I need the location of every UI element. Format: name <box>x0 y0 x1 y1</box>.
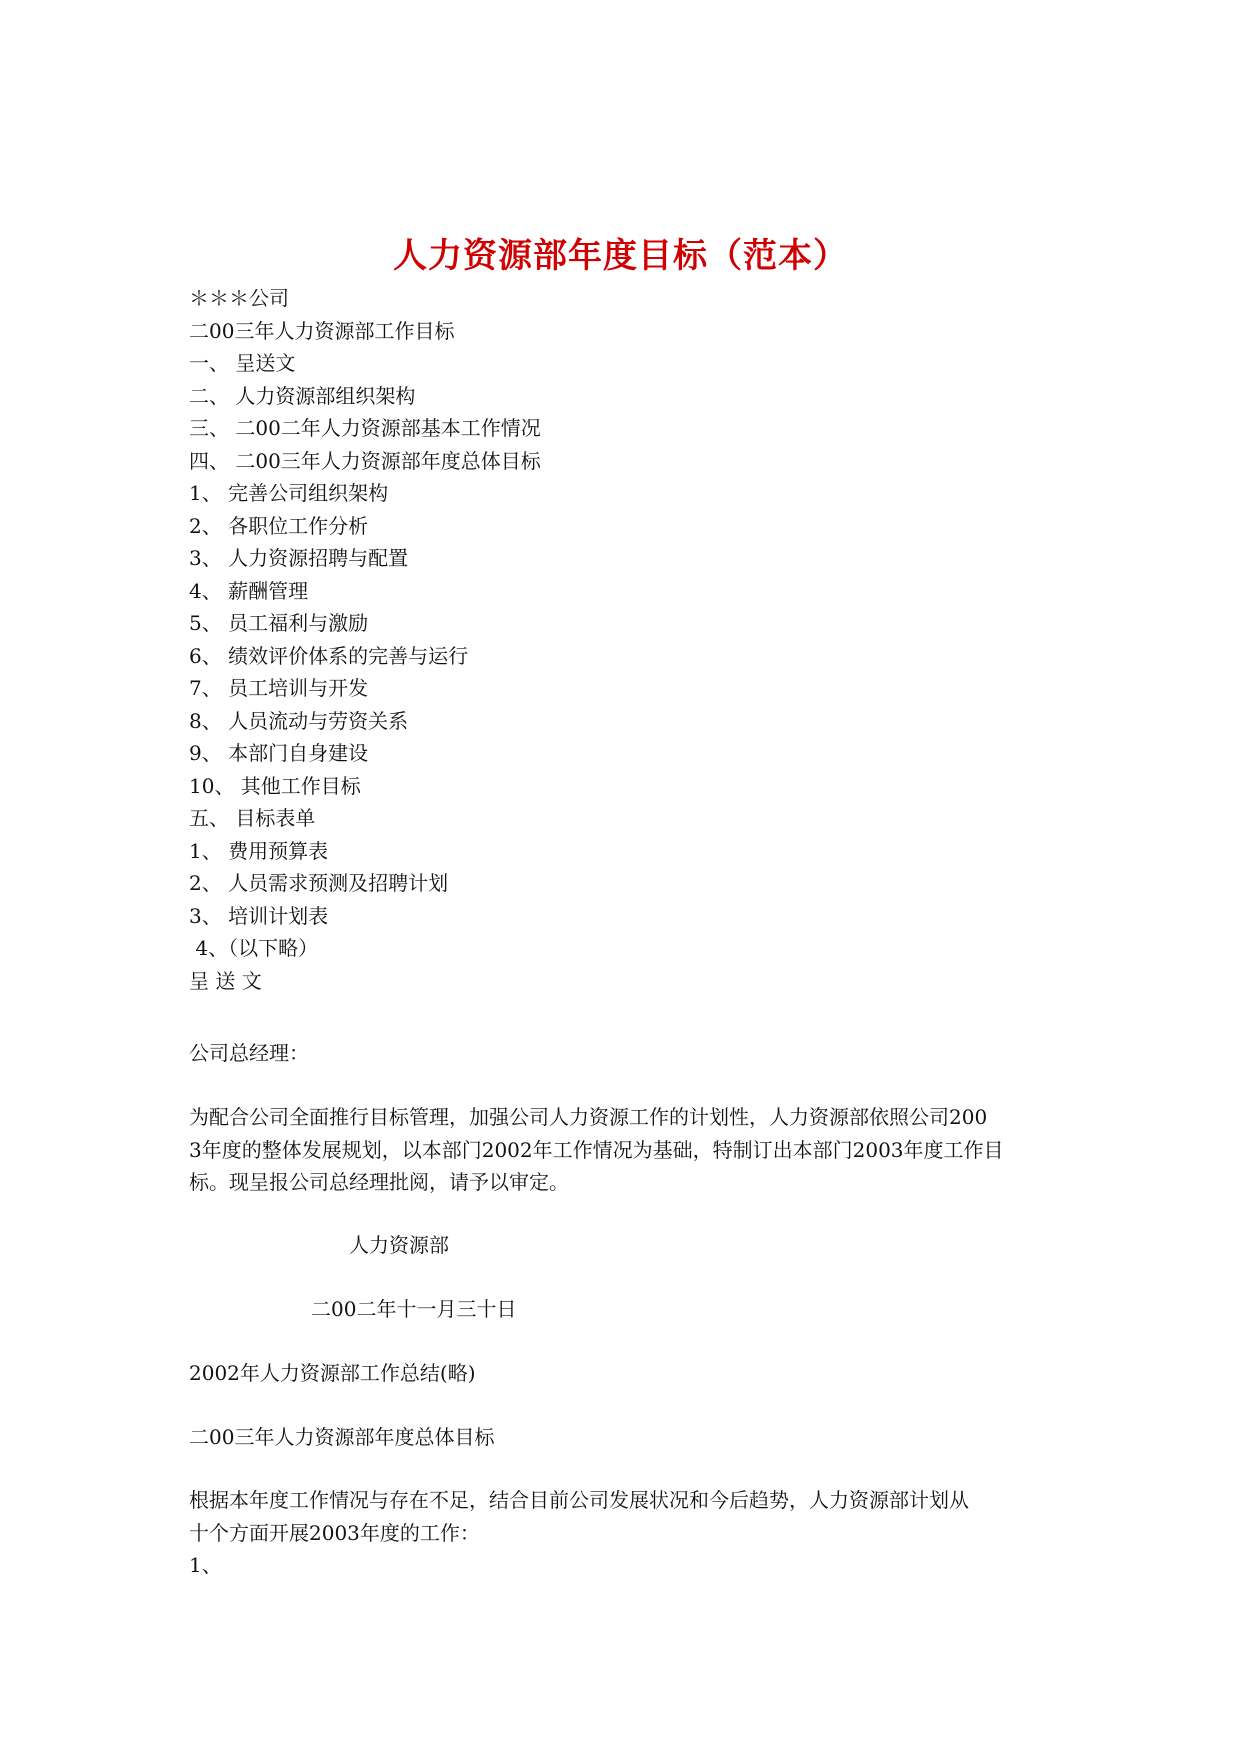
outline-item: 二、 人力资源部组织架构 <box>189 383 416 408</box>
memo-line: 为配合公司全面推行目标管理，加强公司人力资源工作的计划性，人力资源部依照公司200 <box>189 1105 988 1129</box>
outline-subitem: 3、 培训计划表 <box>189 903 329 928</box>
outline-subitem: 1、 完善公司组织架构 <box>189 481 389 505</box>
outline-item: 三、 二00二年人力资源部基本工作情况 <box>189 416 541 440</box>
outline-item: 五、 目标表单 <box>189 806 316 830</box>
outline-subitem: 3、 人力资源招聘与配置 <box>189 546 409 570</box>
goals-line: 根据本年度工作情况与存在不足，结合目前公司发展状况和今后趋势，人力资源部计划从 <box>189 1488 969 1512</box>
goals-heading: 二00三年人力资源部年度总体目标 <box>189 1425 495 1449</box>
outline-subitem: 4、（以下略） <box>189 936 319 960</box>
outline-subitem: 2、 各职位工作分析 <box>189 513 369 538</box>
outline-subitem: 10、 其他工作目标 <box>189 773 361 798</box>
company-line: ＊＊＊公司 <box>189 286 289 310</box>
memo-line: 标。现呈报公司总经理批阅，请予以审定。 <box>189 1170 569 1194</box>
goals-line: 十个方面开展2003年度的工作： <box>189 1520 480 1545</box>
doc-subtitle: 二00三年人力资源部工作目标 <box>189 318 455 343</box>
outline-subitem: 1、 费用预算表 <box>189 838 329 863</box>
memo-date: 二00二年十一月三十日 <box>311 1297 517 1321</box>
goals-paragraph <box>189 1484 1069 1582</box>
salutation: 公司总经理： <box>189 1041 309 1065</box>
outline-list <box>189 282 1069 997</box>
outline-item: 一、 呈送文 <box>189 351 296 375</box>
outline-subitem: 8、 人员流动与劳资关系 <box>189 708 409 733</box>
outline-subitem: 6、 绩效评价体系的完善与运行 <box>189 643 469 668</box>
outline-item: 四、 二00三年人力资源部年度总体目标 <box>189 448 541 473</box>
outline-subitem: 2、 人员需求预测及招聘计划 <box>189 871 449 895</box>
section-heading: 呈 送 文 <box>189 968 262 993</box>
outline-subitem: 7、 员工培训与开发 <box>189 676 369 700</box>
outline-subitem: 9、 本部门自身建设 <box>189 741 369 765</box>
memo-line: 3年度的整体发展规划，以本部门2002年工作情况为基础，特制订出本部门2003年度工作目 <box>189 1137 1004 1162</box>
summary-heading: 2002年人力资源部工作总结(略) <box>189 1361 476 1385</box>
signature: 人力资源部 <box>349 1233 449 1257</box>
outline-subitem: 4、 薪酬管理 <box>189 578 309 603</box>
goals-item: 1、 <box>189 1553 222 1577</box>
outline-subitem: 5、 员工福利与激励 <box>189 611 369 635</box>
document-title: 人力资源部年度目标（范本） <box>393 236 848 276</box>
memo-paragraph <box>189 1101 1069 1199</box>
